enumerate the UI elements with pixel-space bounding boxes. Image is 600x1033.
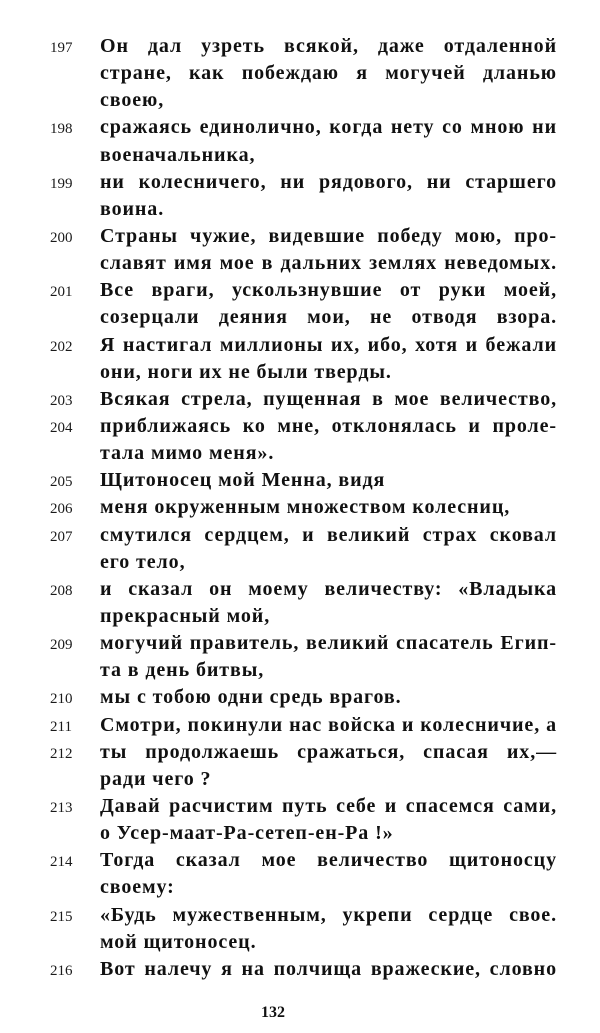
verse [0,467,600,494]
verse-line: мой щитоносец. [100,930,257,953]
verse-line: та в день битвы, [100,659,265,682]
verse-number: 216 [50,962,73,979]
verse-number: 198 [50,121,73,138]
verse-line: о Усер-маат-Ра-сетеп-ен-Ра !» [100,822,394,845]
verse [0,413,600,467]
verse [0,522,600,576]
verse-line: мы с тобою одни средь врагов. [100,686,402,709]
verse-line: его тело, [100,550,186,573]
verse-line: стране, как побеждаю я могучей дланью [100,62,557,85]
verse-line: смутился сердцем, и великий страх сковал [100,523,557,546]
verse-line: «Будь мужественным, укрепи сердце свое. [100,903,557,926]
verse-line: Всякая стрела, пущенная в мое величество, [100,387,557,410]
verse [0,684,600,711]
verse-number: 214 [50,854,73,871]
verse-line: Тогда сказал мое величество щитоносцу [100,849,557,872]
verse-number: 201 [50,284,73,301]
verse [0,712,600,739]
verse-line: Все враги, ускользнувшие от руки моей, [100,279,557,302]
verse-line: меня окруженным множеством колесниц, [100,496,511,519]
verse-line: они, ноги их не были тверды. [100,360,392,383]
page-number: 132 [261,1004,285,1021]
verse-line: воина. [100,197,165,220]
verse-line: Он дал узреть всякой, даже отдаленной [100,35,557,57]
verse-line: Вот налечу я на полчища вражеские, словно [100,957,557,980]
verse-line: созерцали деяния мои, не отводя взора. [100,306,557,329]
verse [0,169,600,223]
verse-line: Страны чужие, видевшие победу мою, про- [100,224,557,247]
verse-number: 213 [50,799,73,816]
verse-line: тала мимо меня». [100,442,275,465]
verse [0,902,600,956]
verse-line: сражаясь единолично, когда нету со мною ни [100,116,557,139]
verse-line: военачальника, [100,143,256,166]
verse-line: славят имя мое в дальних землях неведомых. [100,252,557,275]
verse-line: прекрасный мой, [100,604,271,627]
verse-line: ни колесничего, ни рядового, ни старшего [100,170,557,193]
verse-number: 212 [50,745,73,762]
verse [0,386,600,413]
verse [0,847,600,901]
verse [0,494,600,521]
verse [0,793,600,847]
verse [0,277,600,331]
verse-number: 197 [50,40,73,56]
verse-number: 199 [50,175,73,192]
verse [0,33,600,114]
verse-line: Давай расчистим путь себе и спасемся сами, [100,794,557,817]
verse-number: 202 [50,338,73,355]
verse [0,332,600,386]
verse-number: 215 [50,908,73,925]
verse-number: 200 [50,229,73,246]
verse-number: 206 [50,501,73,518]
verse-line: приближаясь ко мне, отклонялась и проле- [100,414,557,437]
verse [0,739,600,793]
verse-line: своею, [100,89,165,112]
verse-number: 205 [50,474,73,491]
verse [0,956,600,983]
verse [0,223,600,277]
verse-number: 208 [50,582,73,599]
verse-line: ты продолжаешь сражаться, спасая их,— [100,740,557,763]
verse-line: ради чего ? [100,767,212,790]
verse-line: могучий правитель, великий спасатель Егип- [100,632,557,655]
page-text [0,33,600,983]
verse-number: 209 [50,637,73,654]
verse-line: Смотри, покинули нас войска и колесничие, а [100,713,557,736]
verse-number: 207 [50,528,73,545]
verse-number: 204 [50,419,73,436]
verse-line: Я настигал миллионы их, ибо, хотя и бежали [100,333,557,356]
verse [0,576,600,630]
verse-line: своему: [100,876,175,899]
verse-number: 210 [50,691,73,708]
verse-line: Щитоносец мой Менна, видя [100,469,386,492]
verse-number: 203 [50,392,73,409]
verse-line: и сказал он моему величеству: «Владыка [100,577,557,600]
verse-number: 211 [50,718,72,735]
verse [0,114,600,168]
verse [0,630,600,684]
